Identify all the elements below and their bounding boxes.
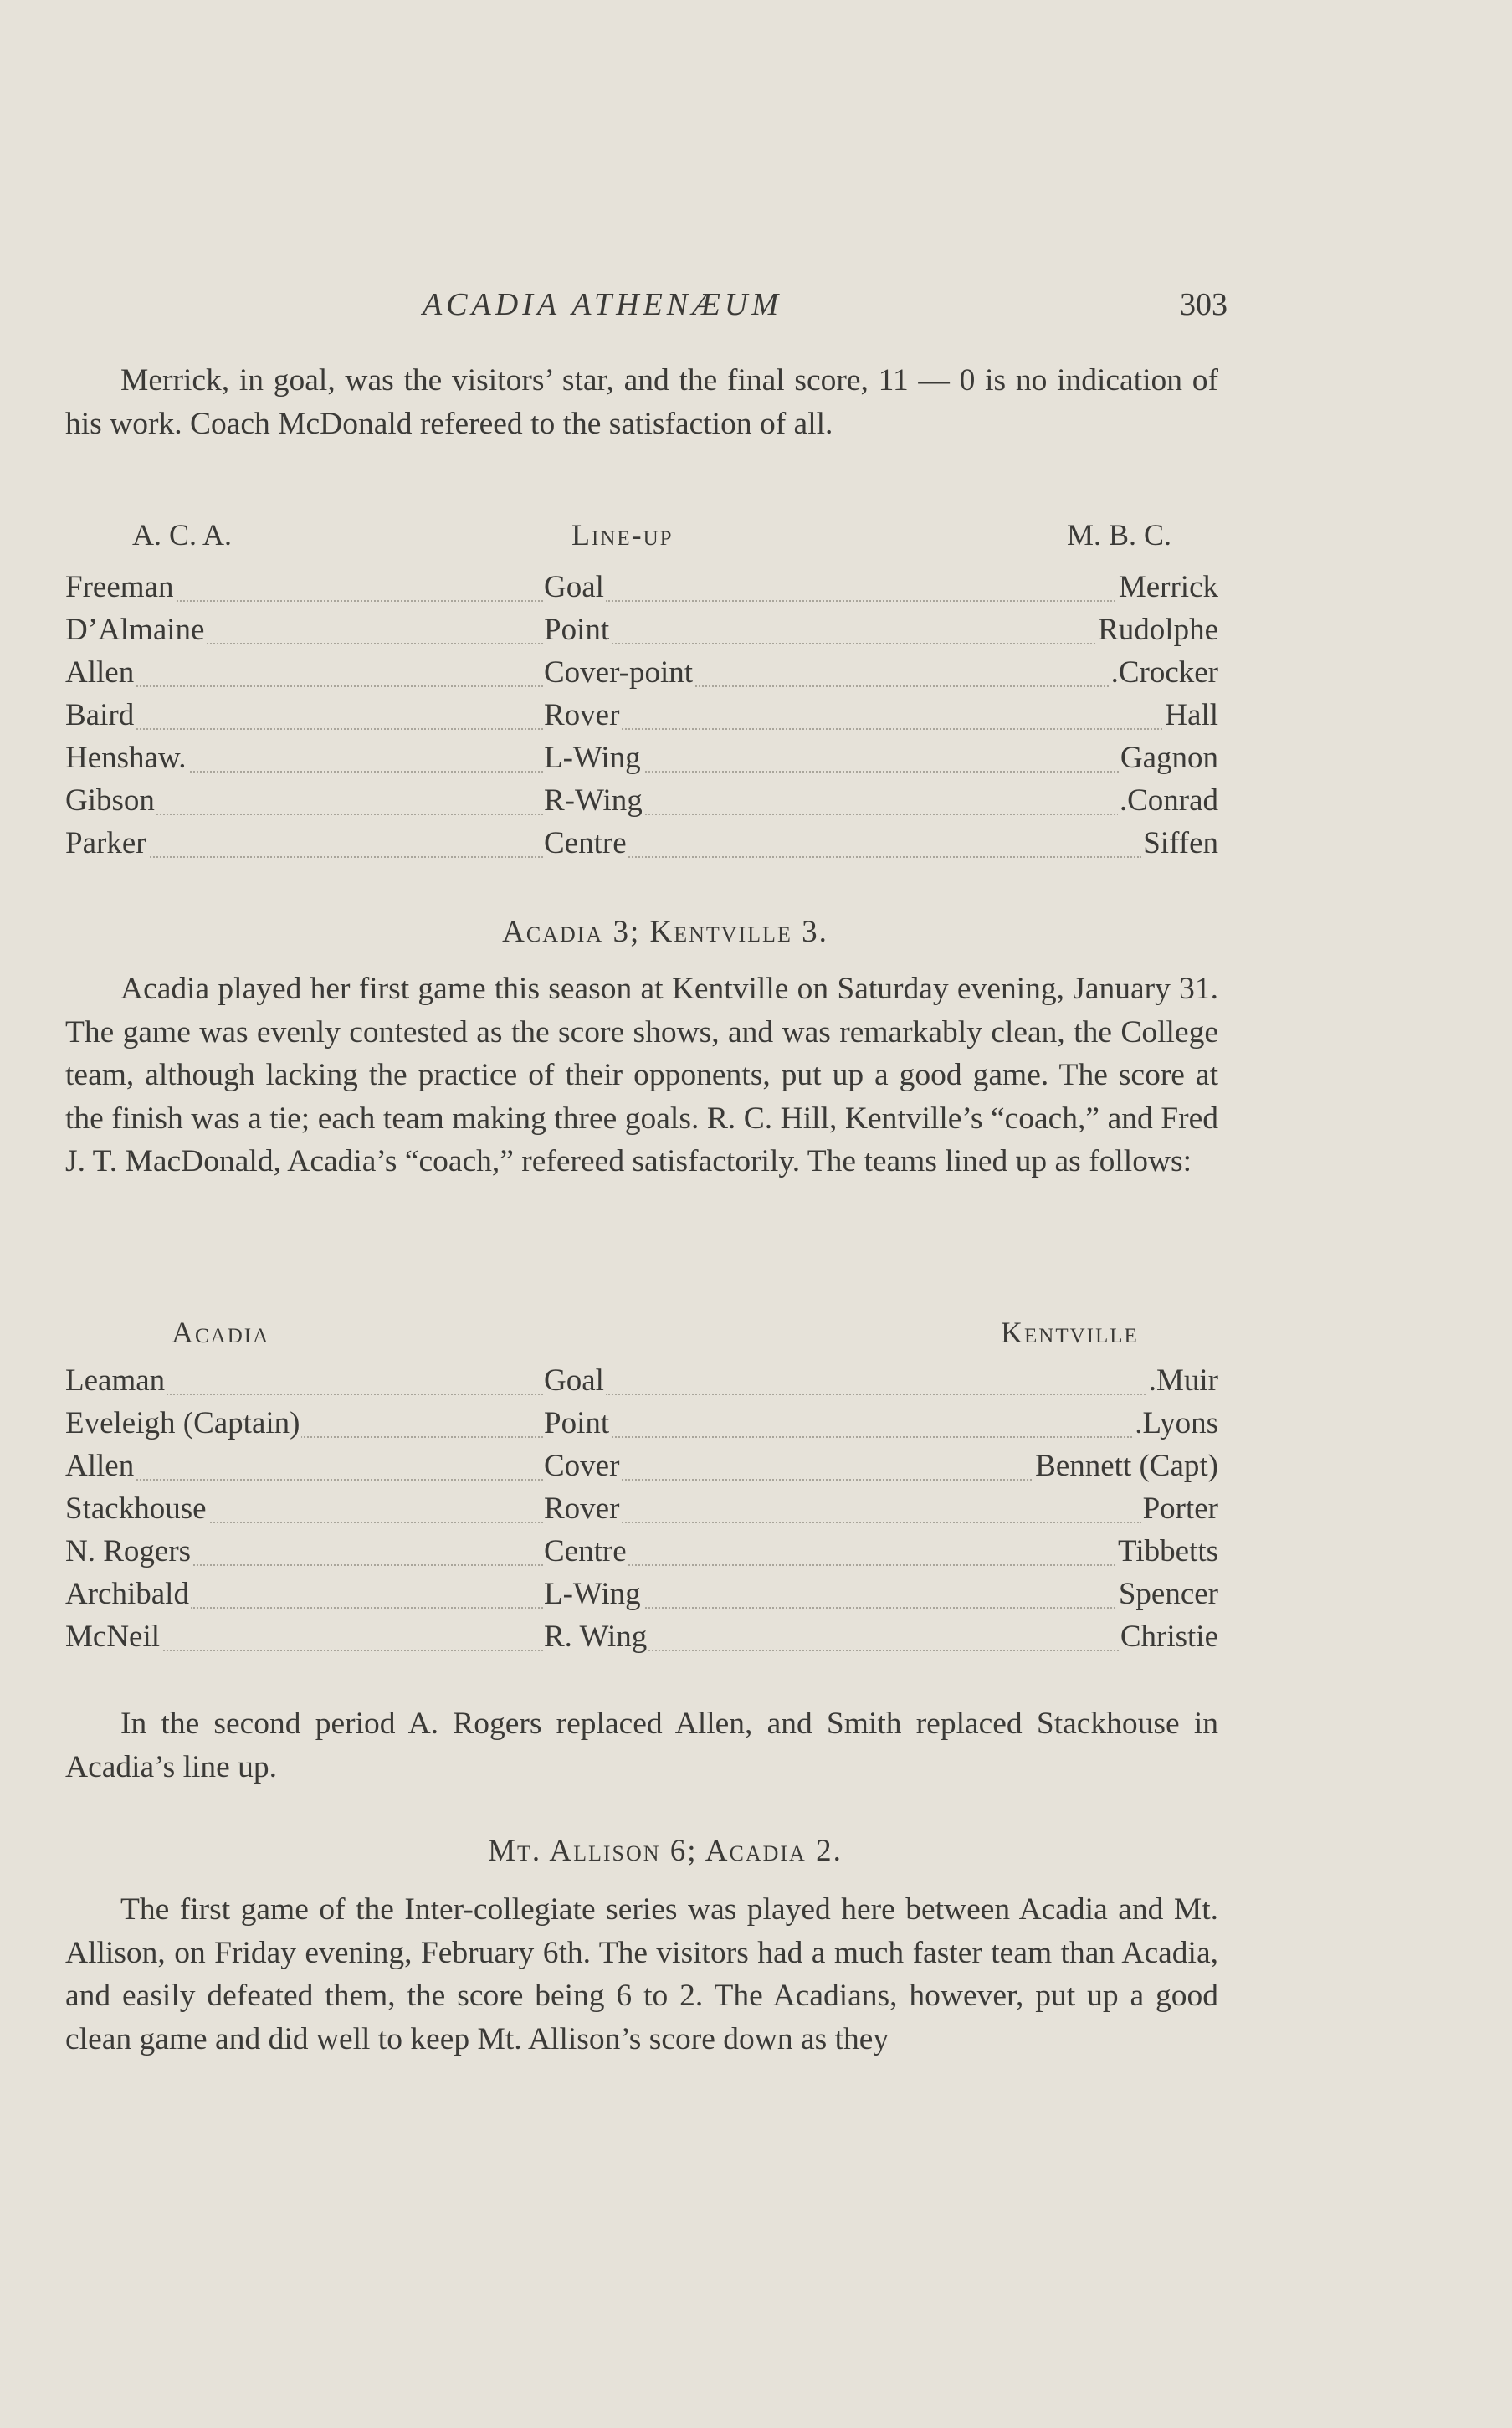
paragraph-substitutions: In the second period A. Rogers replaced Allen, and Smith replaced Stackhouse in Acadia’s line up. (65, 1707, 1218, 1784)
player-right: Tibbetts (1118, 1534, 1218, 1568)
leader-dots (74, 814, 1216, 815)
lineup2-row (65, 1448, 1218, 1491)
leader-dots (74, 728, 1216, 730)
player-left: Freeman (65, 570, 174, 604)
lineup2-row (65, 1405, 1218, 1449)
game-heading-kentville: Acadia 3; Kentville 3. (502, 915, 828, 949)
leader-dots (74, 1607, 1216, 1609)
leader-dots (74, 1522, 1216, 1523)
lineup1-row (65, 569, 1218, 613)
page-header (0, 286, 1512, 328)
lineup1-row (65, 612, 1218, 655)
position: Cover-point (544, 655, 694, 690)
lineup1-center-heading: Line-up (571, 518, 674, 552)
lineup2-right-heading: Kentville (1001, 1316, 1139, 1349)
player-left: Gibson (65, 783, 155, 818)
player-left: McNeil (65, 1620, 161, 1654)
player-right: Merrick (1118, 570, 1218, 604)
position: L-Wing (544, 741, 641, 775)
player-right: Porter (1142, 1491, 1218, 1526)
player-right: Rudolphe (1098, 613, 1218, 647)
player-right: Spencer (1118, 1577, 1218, 1611)
player-right: Siffen (1143, 826, 1218, 860)
position: Centre (544, 826, 627, 860)
running-title: ACADIA ATHENÆUM (423, 287, 783, 322)
paragraph-kentville-game: Acadia played her first game this season at Kentville on Saturday evening, January 31. The game was evenly contested as the score shows, and was remarkably clean, the College team, although lacking the practice of their opponents, put up a good game. The score at the finish was a tie; each team making three goals. R. C. Hill, Kentville’s “coach,” and Fred J. T. MacDonald, Acadia’s “coach,” refereed satisfactorily. The teams lined up as follows: (65, 972, 1218, 1178)
leader-dots (74, 771, 1216, 773)
position: R-Wing (544, 783, 643, 818)
leader-dots (74, 856, 1216, 858)
player-right: Bennett (Capt) (1035, 1449, 1218, 1483)
player-left: Eveleigh (Captain) (65, 1406, 300, 1440)
player-right: .Conrad (1119, 783, 1218, 818)
position: Point (544, 613, 610, 647)
lineup2-row (65, 1363, 1218, 1406)
lineup2-row (65, 1576, 1218, 1620)
player-left: Stackhouse (65, 1491, 207, 1526)
page-number: 303 (1180, 287, 1228, 322)
position: R. Wing (544, 1620, 648, 1654)
lineup2-row (65, 1491, 1218, 1534)
position: Rover (544, 698, 620, 732)
player-right: Christie (1120, 1620, 1218, 1654)
lineup1-row (65, 740, 1218, 783)
leader-dots (74, 643, 1216, 644)
lineup2-row (65, 1619, 1218, 1662)
player-right: .Muir (1148, 1363, 1218, 1398)
player-left: D’Almaine (65, 613, 205, 647)
player-left: Henshaw. (65, 741, 187, 775)
game-heading-mt-allison: Mt. Allison 6; Acadia 2. (488, 1834, 843, 1868)
lineup1-row (65, 654, 1218, 698)
player-left: Allen (65, 1449, 135, 1483)
player-left: Archibald (65, 1577, 189, 1611)
lineup2-left-heading: Acadia (172, 1316, 270, 1349)
player-left: N. Rogers (65, 1534, 192, 1568)
player-left: Allen (65, 655, 135, 690)
lineup1-row (65, 783, 1218, 826)
player-left: Leaman (65, 1363, 166, 1398)
lineup1-row (65, 697, 1218, 741)
position: Point (544, 1406, 610, 1440)
leader-dots (74, 600, 1216, 602)
lineup2-row (65, 1533, 1218, 1577)
position: Centre (544, 1534, 627, 1568)
paragraph-mt-allison-game: The first game of the Inter-collegiate series was played here between Acadia and Mt. Allison, on Friday evening, February 6th. The visitors had a much faster team than Acadia, and easily defeated them, the score being 6 to 2. The Acadians, however, put up a good clean game and did well to keep Mt. Allison’s score down as they (65, 1892, 1218, 2056)
leader-dots (74, 1564, 1216, 1566)
player-right: .Lyons (1135, 1406, 1218, 1440)
lineup1-right-heading: M. B. C. (1067, 518, 1172, 552)
lineup1-left-heading: A. C. A. (132, 518, 233, 552)
player-right: Gagnon (1120, 741, 1218, 775)
position: Rover (544, 1491, 620, 1526)
lineup1-row (65, 825, 1218, 869)
leader-dots (74, 1394, 1216, 1395)
position: Goal (544, 570, 604, 604)
paragraph-merrick: Merrick, in goal, was the visitors’ star, and the final score, 11 — 0 is no indication of his work. Coach McDonald refereed to the satisfaction of all. (65, 363, 1218, 441)
position: Cover (544, 1449, 620, 1483)
player-left: Parker (65, 826, 146, 860)
player-left: Baird (65, 698, 135, 732)
player-right: .Crocker (1110, 655, 1218, 690)
position: Goal (544, 1363, 604, 1398)
position: L-Wing (544, 1577, 641, 1611)
player-right: Hall (1165, 698, 1218, 732)
